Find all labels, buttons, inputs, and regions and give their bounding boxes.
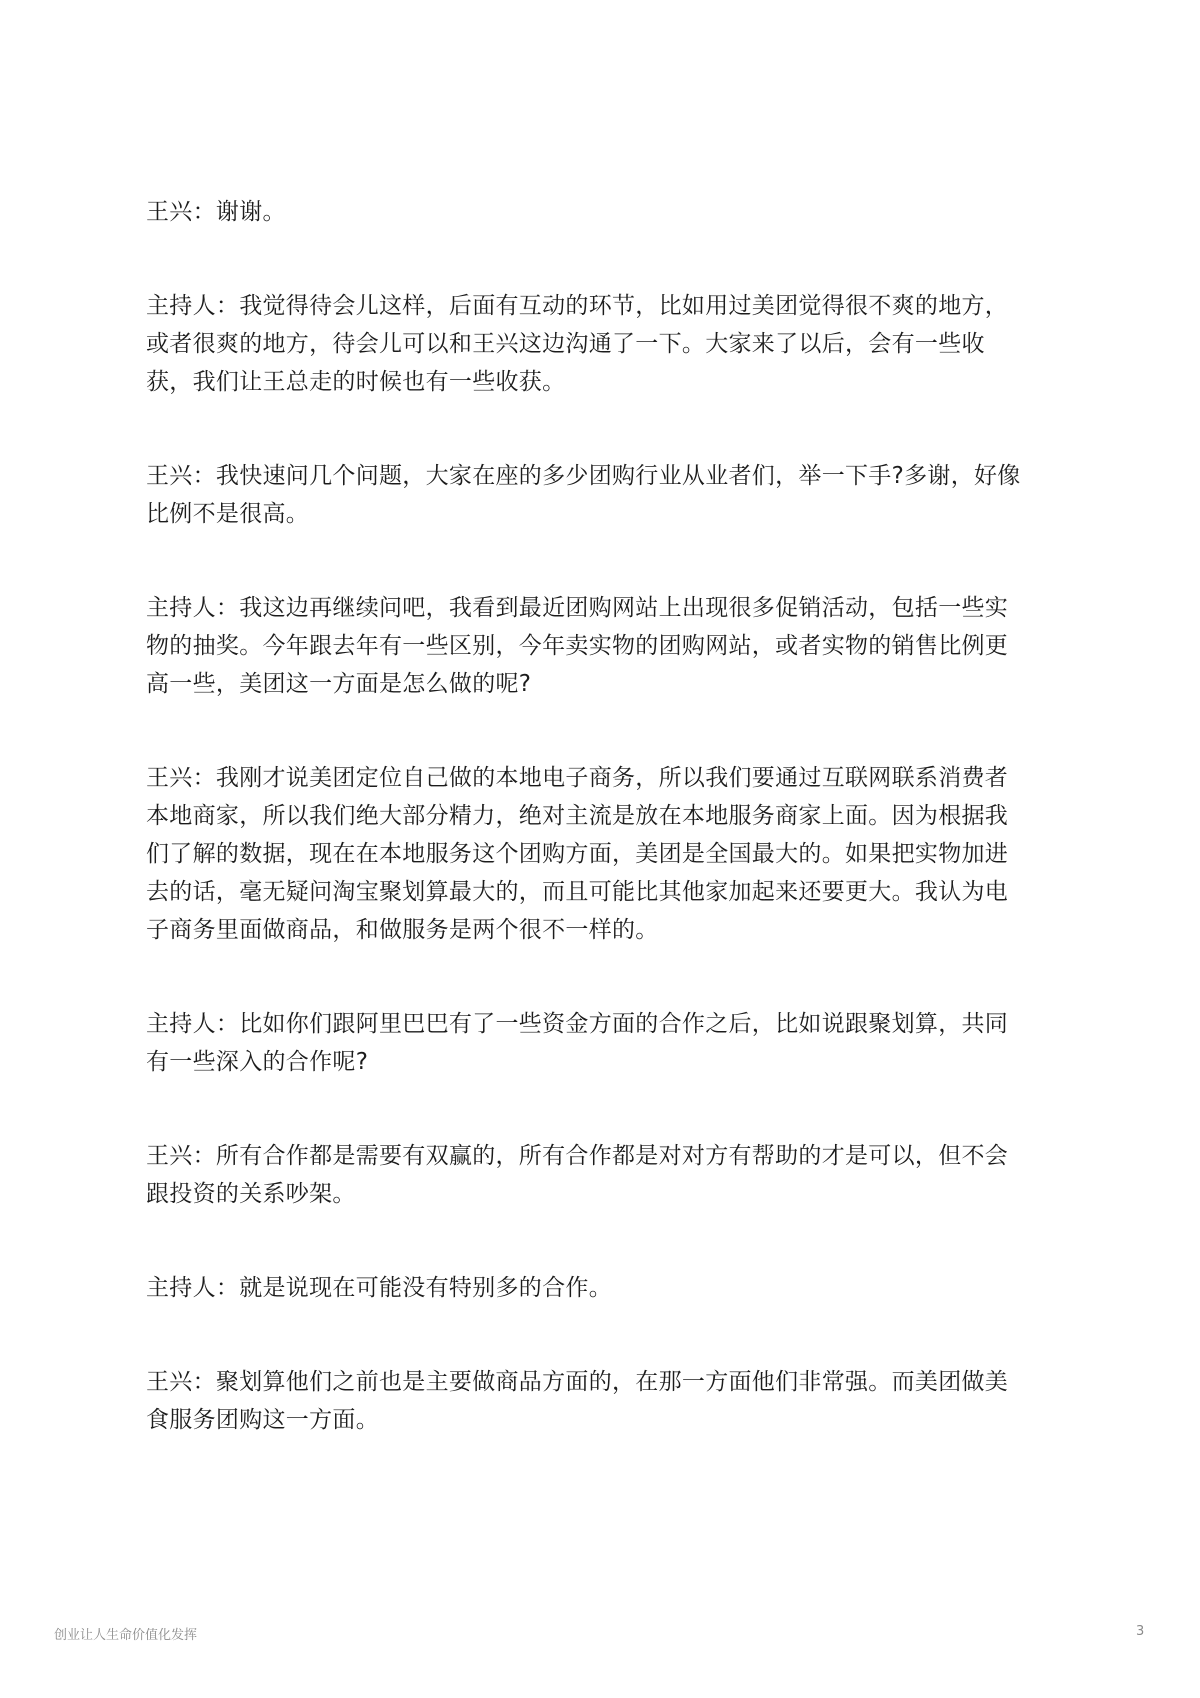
paragraph-line: 物的抽奖。今年跟去年有一些区别，今年卖实物的团购网站，或者实物的销售比例更 — [146, 633, 1009, 659]
paragraph — [146, 457, 1096, 533]
paragraph-line: 或者很爽的地方，待会儿可以和王兴这边沟通了一下。大家来了以后，会有一些收 — [146, 331, 985, 357]
paragraph-line: 去的话，毫无疑问淘宝聚划算最大的，而且可能比其他家加起来还要更大。我认为电 — [146, 879, 1009, 905]
paragraph-line: 主持人：就是说现在可能没有特别多的合作。 — [146, 1275, 612, 1301]
paragraph — [146, 1269, 1096, 1307]
paragraph-line: 王兴：我刚才说美团定位自己做的本地电子商务，所以我们要通过互联网联系消费者 — [146, 765, 1009, 791]
paragraph — [146, 1005, 1096, 1081]
paragraph-line: 子商务里面做商品，和做服务是两个很不一样的。 — [146, 917, 659, 943]
paragraph — [146, 759, 1096, 949]
paragraph-line: 有一些深入的合作呢? — [146, 1049, 369, 1075]
paragraph — [146, 1137, 1096, 1213]
paragraph-line: 主持人：我这边再继续问吧，我看到最近团购网站上出现很多促销活动，包括一些实 — [146, 595, 1009, 621]
paragraph-line: 王兴：谢谢。 — [146, 199, 286, 225]
page-number: 3 — [1136, 1624, 1145, 1639]
paragraph-line: 们了解的数据，现在在本地服务这个团购方面，美团是全国最大的。如果把实物加进 — [146, 841, 1009, 867]
footer-title: 创业让人生命价值化发挥 — [54, 1628, 198, 1643]
paragraph-line: 比例不是很高。 — [146, 501, 310, 527]
paragraph-line: 王兴：聚划算他们之前也是主要做商品方面的，在那一方面他们非常强。而美团做美 — [146, 1369, 1009, 1395]
paragraph-line: 王兴：所有合作都是需要有双赢的，所有合作都是对对方有帮助的才是可以，但不会 — [146, 1143, 1009, 1169]
paragraph-line: 跟投资的关系吵架。 — [146, 1181, 356, 1207]
paragraph — [146, 287, 1096, 401]
document-body — [146, 193, 1096, 1495]
paragraph-line: 王兴：我快速问几个问题，大家在座的多少团购行业从业者们，举一下手?多谢，好像 — [146, 463, 1021, 489]
paragraph-line: 高一些，美团这一方面是怎么做的呢? — [146, 671, 532, 697]
paragraph-line: 主持人：我觉得待会儿这样，后面有互动的环节，比如用过美团觉得很不爽的地方， — [146, 293, 1009, 319]
paragraph-line: 食服务团购这一方面。 — [146, 1407, 379, 1433]
paragraph — [146, 193, 1096, 231]
paragraph — [146, 1363, 1096, 1439]
paragraph-line: 本地商家，所以我们绝大部分精力，绝对主流是放在本地服务商家上面。因为根据我 — [146, 803, 1009, 829]
paragraph — [146, 589, 1096, 703]
paragraph-line: 获，我们让王总走的时候也有一些收获。 — [146, 369, 566, 395]
paragraph-line: 主持人：比如你们跟阿里巴巴有了一些资金方面的合作之后，比如说跟聚划算，共同 — [146, 1011, 1009, 1037]
